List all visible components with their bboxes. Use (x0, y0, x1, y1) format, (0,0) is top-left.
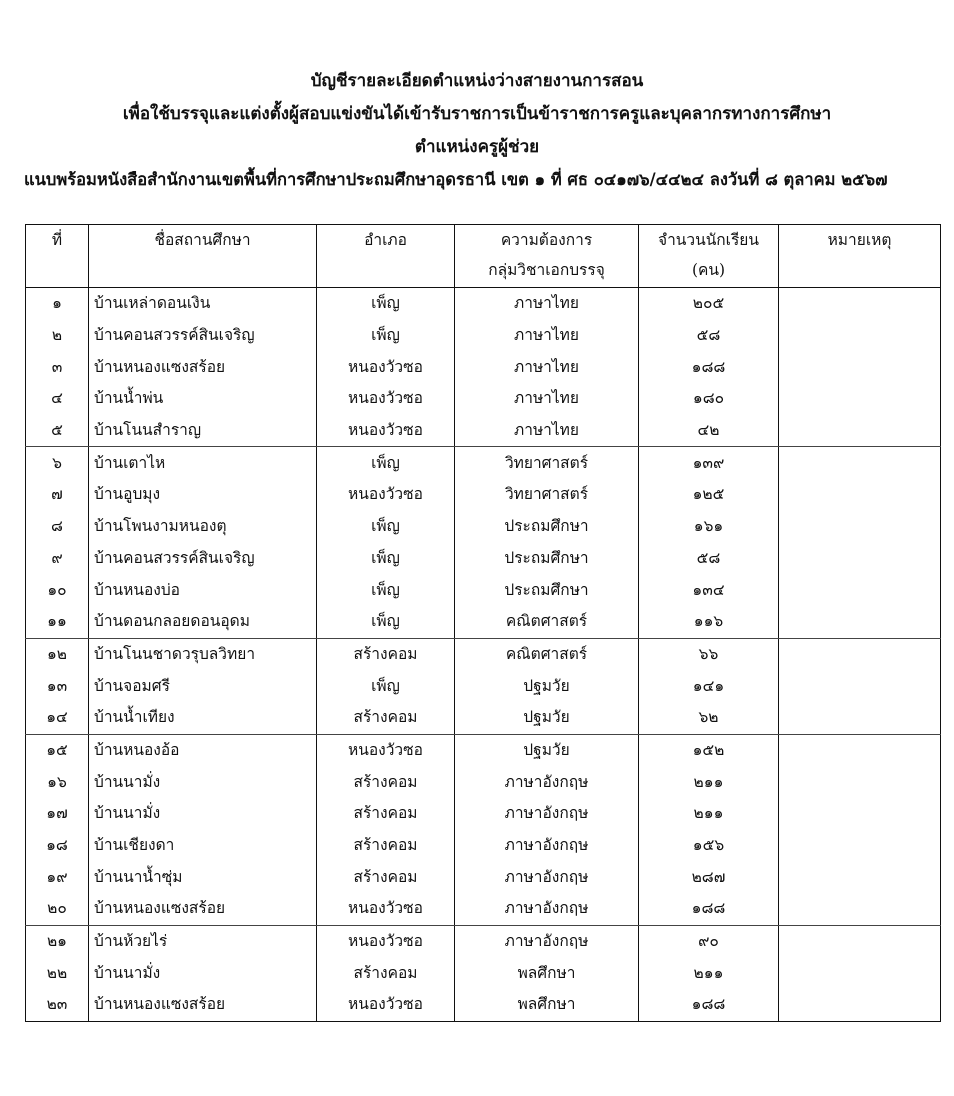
cell-no: ๗ (26, 479, 89, 511)
cell-remark (779, 957, 941, 989)
header-students-line1: จำนวนนักเรียน (658, 231, 759, 249)
cell-district: หนองวัวซอ (317, 734, 455, 766)
cell-remark (779, 638, 941, 670)
cell-no: ๘ (26, 511, 89, 543)
table-row (26, 479, 941, 511)
document-subtitle: เพื่อใช้บรรจุและแต่งตั้งผู้สอบแข่งขันได้เข้ารับราชการเป็นข้าราชการครูและบุคลากรทางการศึกษา (122, 104, 832, 124)
cell-remark (779, 861, 941, 893)
cell-remark (779, 670, 941, 702)
cell-school: บ้านโพนงามหนองตุ (89, 511, 317, 543)
cell-no: ๒๒ (26, 957, 89, 989)
cell-students: ๙๐ (639, 925, 779, 957)
cell-no: ๑๔ (26, 702, 89, 734)
cell-school: บ้านนาน้ำซุ่ม (89, 861, 317, 893)
cell-students: ๒๑๑ (639, 957, 779, 989)
cell-students: ๒๑๑ (639, 798, 779, 830)
cell-school: บ้านอูบมุง (89, 479, 317, 511)
cell-remark (779, 447, 941, 479)
cell-no: ๑๘ (26, 830, 89, 862)
reference-line: แนบพร้อมหนังสือสำนักงานเขตพื้นที่การศึกษาประถมศึกษาอุดรธานี เขต ๑ ที่ ศธ ๐๔๑๗๖/๔๔๒๔ ลงวันที่ ๘ ตุลาคม ๒๕๖๗ (24, 170, 888, 189)
cell-subject: ปฐมวัย (455, 670, 639, 702)
cell-district: สร้างคอม (317, 638, 455, 670)
cell-no: ๙ (26, 543, 89, 575)
cell-school: บ้านห้วยไร่ (89, 925, 317, 957)
cell-remark (779, 479, 941, 511)
header-subject-line1: ความต้องการ (500, 231, 593, 249)
cell-subject: ประถมศึกษา (455, 574, 639, 606)
cell-subject: ภาษาไทย (455, 320, 639, 352)
cell-students: ๑๔๑ (639, 670, 779, 702)
table-row (26, 415, 941, 447)
cell-school: บ้านน้ำเทียง (89, 702, 317, 734)
cell-school: บ้านน้ำพ่น (89, 383, 317, 415)
table-row (26, 447, 941, 479)
cell-remark (779, 288, 941, 320)
cell-district: หนองวัวซอ (317, 383, 455, 415)
cell-subject: ภาษาอังกฤษ (455, 830, 639, 862)
cell-no: ๒๐ (26, 893, 89, 925)
cell-subject: ปฐมวัย (455, 734, 639, 766)
cell-students: ๑๖๑ (639, 511, 779, 543)
cell-district: สร้างคอม (317, 702, 455, 734)
cell-remark (779, 351, 941, 383)
cell-school: บ้านจอมศรี (89, 670, 317, 702)
cell-students: ๒๘๗ (639, 861, 779, 893)
header-students (639, 225, 779, 288)
cell-district: หนองวัวซอ (317, 893, 455, 925)
table-row (26, 320, 941, 352)
cell-school: บ้านหนองบ่อ (89, 574, 317, 606)
cell-students: ๖๒ (639, 702, 779, 734)
document-title: บัญชีรายละเอียดตำแหน่งว่างสายงานการสอน (310, 71, 644, 91)
cell-district: เพ็ญ (317, 574, 455, 606)
cell-subject: พลศึกษา (455, 989, 639, 1021)
cell-school: บ้านหนองอ้อ (89, 734, 317, 766)
cell-no: ๑๖ (26, 766, 89, 798)
cell-subject: ภาษาไทย (455, 383, 639, 415)
cell-remark (779, 606, 941, 638)
position-title: ตำแหน่งครูผู้ช่วย (414, 137, 540, 157)
cell-district: สร้างคอม (317, 830, 455, 862)
table-row (26, 734, 941, 766)
cell-district: เพ็ญ (317, 670, 455, 702)
cell-district: หนองวัวซอ (317, 479, 455, 511)
cell-remark (779, 925, 941, 957)
cell-no: ๑๒ (26, 638, 89, 670)
cell-school: บ้านหนองแซงสร้อย (89, 351, 317, 383)
header-no: ที่ (26, 225, 89, 288)
cell-students: ๒๐๕ (639, 288, 779, 320)
cell-remark (779, 989, 941, 1021)
table-row (26, 957, 941, 989)
cell-district: เพ็ญ (317, 320, 455, 352)
cell-students: ๑๘๘ (639, 351, 779, 383)
cell-district: เพ็ญ (317, 606, 455, 638)
header-remark: หมายเหตุ (779, 225, 941, 288)
cell-school: บ้านโนนชาดวรุบลวิทยา (89, 638, 317, 670)
cell-district: เพ็ญ (317, 447, 455, 479)
cell-subject: วิทยาศาสตร์ (455, 479, 639, 511)
cell-district: หนองวัวซอ (317, 415, 455, 447)
cell-school: บ้านเหล่าดอนเงิน (89, 288, 317, 320)
cell-school: บ้านนามั่ง (89, 766, 317, 798)
cell-remark (779, 893, 941, 925)
table-row (26, 511, 941, 543)
cell-school: บ้านเชียงดา (89, 830, 317, 862)
table-row (26, 861, 941, 893)
cell-no: ๒ (26, 320, 89, 352)
cell-students: ๑๕๖ (639, 830, 779, 862)
cell-subject: ประถมศึกษา (455, 543, 639, 575)
cell-no: ๓ (26, 351, 89, 383)
cell-no: ๑๙ (26, 861, 89, 893)
cell-no: ๑๕ (26, 734, 89, 766)
cell-students: ๑๒๕ (639, 479, 779, 511)
cell-no: ๒๓ (26, 989, 89, 1021)
cell-students: ๑๘๘ (639, 989, 779, 1021)
cell-students: ๕๘ (639, 320, 779, 352)
table-row (26, 606, 941, 638)
cell-remark (779, 766, 941, 798)
table-row (26, 670, 941, 702)
cell-subject: ภาษาอังกฤษ (455, 925, 639, 957)
cell-students: ๑๘๐ (639, 383, 779, 415)
cell-no: ๑๗ (26, 798, 89, 830)
table-row (26, 830, 941, 862)
cell-no: ๕ (26, 415, 89, 447)
cell-subject: ภาษาไทย (455, 415, 639, 447)
cell-school: บ้านโนนสำราญ (89, 415, 317, 447)
cell-students: ๒๑๑ (639, 766, 779, 798)
cell-students: ๔๒ (639, 415, 779, 447)
cell-no: ๑๑ (26, 606, 89, 638)
cell-students: ๑๑๖ (639, 606, 779, 638)
cell-remark (779, 320, 941, 352)
cell-students: ๑๘๘ (639, 893, 779, 925)
cell-district: สร้างคอม (317, 798, 455, 830)
cell-district: หนองวัวซอ (317, 925, 455, 957)
cell-subject: ภาษาไทย (455, 288, 639, 320)
table-row (26, 925, 941, 957)
table-row (26, 766, 941, 798)
cell-district: สร้างคอม (317, 766, 455, 798)
table-row (26, 989, 941, 1021)
cell-students: ๖๖ (639, 638, 779, 670)
cell-subject: วิทยาศาสตร์ (455, 447, 639, 479)
cell-district: หนองวัวซอ (317, 989, 455, 1021)
cell-subject: ภาษาอังกฤษ (455, 798, 639, 830)
table-row (26, 638, 941, 670)
table-row (26, 702, 941, 734)
cell-subject: ภาษาอังกฤษ (455, 893, 639, 925)
cell-district: เพ็ญ (317, 288, 455, 320)
table-row (26, 798, 941, 830)
table-row (26, 288, 941, 320)
cell-students: ๑๓๙ (639, 447, 779, 479)
header-students-line2: (คน) (691, 261, 726, 279)
cell-subject: ภาษาไทย (455, 351, 639, 383)
cell-subject: พลศึกษา (455, 957, 639, 989)
cell-students: ๕๘ (639, 543, 779, 575)
cell-school: บ้านเตาไห (89, 447, 317, 479)
cell-school: บ้านคอนสวรรค์สินเจริญ (89, 543, 317, 575)
cell-remark (779, 543, 941, 575)
cell-no: ๑๐ (26, 574, 89, 606)
cell-school: บ้านคอนสวรรค์สินเจริญ (89, 320, 317, 352)
cell-subject: ปฐมวัย (455, 702, 639, 734)
table-row (26, 351, 941, 383)
cell-remark (779, 830, 941, 862)
cell-remark (779, 798, 941, 830)
header-district: อำเภอ (317, 225, 455, 288)
cell-school: บ้านนามั่ง (89, 798, 317, 830)
table-row (26, 543, 941, 575)
table-row (26, 893, 941, 925)
cell-remark (779, 702, 941, 734)
table-row (26, 574, 941, 606)
cell-subject: ภาษาอังกฤษ (455, 861, 639, 893)
header-school: ชื่อสถานศึกษา (89, 225, 317, 288)
cell-district: เพ็ญ (317, 511, 455, 543)
table-row (26, 383, 941, 415)
cell-remark (779, 574, 941, 606)
cell-district: เพ็ญ (317, 543, 455, 575)
cell-no: ๑ (26, 288, 89, 320)
cell-remark (779, 415, 941, 447)
cell-school: บ้านนามั่ง (89, 957, 317, 989)
cell-district: สร้างคอม (317, 861, 455, 893)
cell-district: หนองวัวซอ (317, 351, 455, 383)
cell-students: ๑๕๒ (639, 734, 779, 766)
cell-students: ๑๓๔ (639, 574, 779, 606)
cell-school: บ้านหนองแซงสร้อย (89, 989, 317, 1021)
cell-school: บ้านดอนกลอยดอนอุดม (89, 606, 317, 638)
cell-no: ๖ (26, 447, 89, 479)
cell-subject: ภาษาอังกฤษ (455, 766, 639, 798)
cell-subject: ประถมศึกษา (455, 511, 639, 543)
cell-remark (779, 383, 941, 415)
cell-remark (779, 734, 941, 766)
table-header-row (26, 225, 941, 288)
header-subject (455, 225, 639, 288)
cell-school: บ้านหนองแซงสร้อย (89, 893, 317, 925)
cell-subject: คณิตศาสตร์ (455, 638, 639, 670)
cell-no: ๔ (26, 383, 89, 415)
cell-district: สร้างคอม (317, 957, 455, 989)
cell-no: ๑๓ (26, 670, 89, 702)
header-subject-line2: กลุ่มวิชาเอกบรรจุ (488, 261, 605, 279)
cell-subject: คณิตศาสตร์ (455, 606, 639, 638)
vacancy-table (25, 224, 941, 1022)
cell-no: ๒๑ (26, 925, 89, 957)
cell-remark (779, 511, 941, 543)
